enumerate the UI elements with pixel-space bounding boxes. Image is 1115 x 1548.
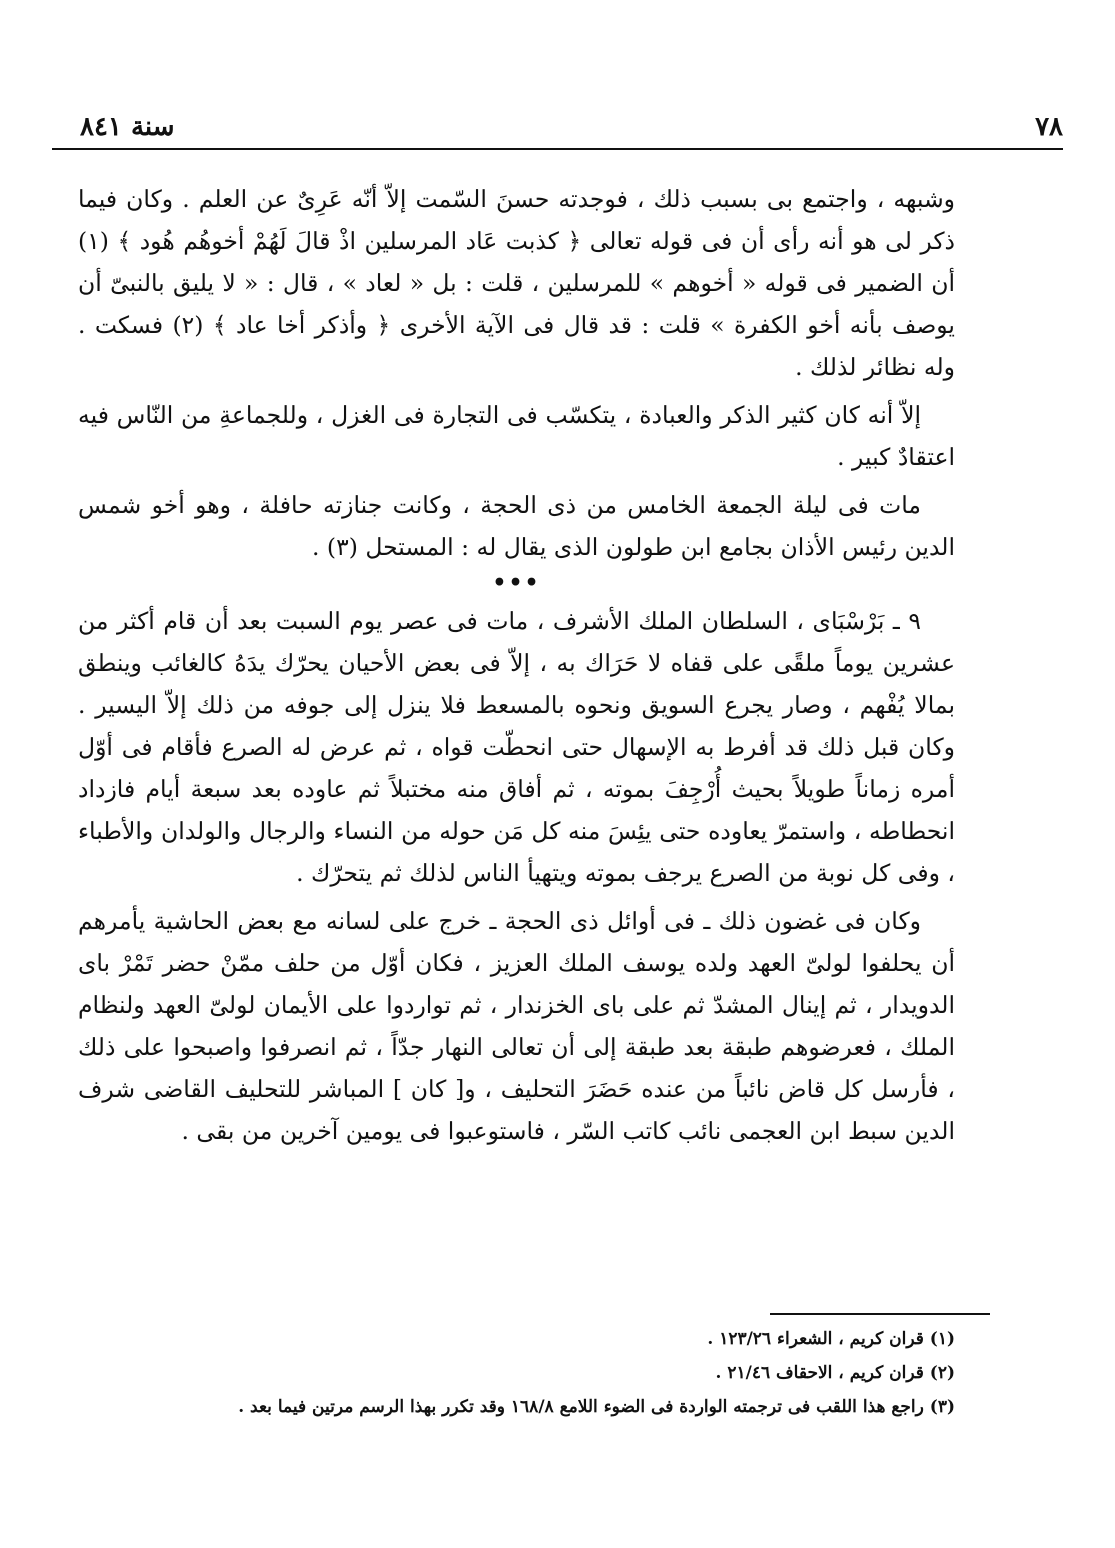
footnote-1: (١) قران كريم ، الشعراء ١٢٣/٢٦ .: [707, 1329, 955, 1349]
year-label: سنة ٨٤١: [80, 112, 175, 142]
paragraph-4: ٩ ـ بَرْسْبَاى ، السلطان الملك الأشرف ، مات فى عصر يوم السبت بعد أن قام أكثر من عشرين يوماً ملقًى على قفاه لا حَرَاك به ، إلاّ فى بعض الأحيان يحرّك يدَهُ كالغائب وينطق بمالا يُفْهم ، وصار يجرع السويق ونحوه بالمسعط فلا ينزل إلى جوفه من ذلك إلاّ اليسير . وكان قبل ذلك قد أفرط به الإسهال حتى انحطّت قواه ، ثم عرض له الصرع فأقام فى أوّل أمره زماناً طويلاً بحيث أُرْجِفَ بموته ، ثم أفاق منه مختبلاً ثم عاوده بعد سبعة أيام فازداد انحطاطه ، واستمرّ يعاوده حتى يئِسَ منه كل مَن حوله من النساء والرجال والولدان والأطباء ، وفى كل نوبة من الصرع يرجف بموته ويتهيأ الناس لذلك ثم يتحرّك .: [78, 607, 955, 887]
footnote-3: (٣) راجع هذا اللقب فى ترجمته الواردة فى الضوء اللامع ١٦٨/٨ وقد تكرر بهذا الرسم مرتين فيما بعد .: [238, 1397, 955, 1417]
main-text: [78, 178, 955, 1158]
paragraph-2: إلاّ أنه كان كثير الذكر والعبادة ، يتكسّب فى التجارة فى الغزل ، وللجماعةِ من النّاس فيه اعتقادٌ كبير .: [78, 401, 955, 471]
footnote-2: (٢) قران كريم ، الاحقاف ٢١/٤٦ .: [715, 1363, 955, 1383]
paragraph-1: وشبهه ، واجتمع بى بسبب ذلك ، فوجدته حسنَ السّمت إلاّ أنّه عَرِىٌ عن العلم . وكان فيما ذكر لى هو أنه رأى أن فى قوله تعالى ﴿ كذبت عَاد المرسلين اذْ قالَ لَهُمْ أخوهُم هُود ﴾ (١) أن الضمير فى قوله « أخوهم » للمرسلين ، قلت : بل « لعاد » ، قال : « لا يليق بالنبىّ أن يوصف بأنه أخو الكفرة » قلت : قد قال فى الآية الأخرى ﴿ وأذكر أخا عاد ﴾ (٢) فسكت . وله نظائر لذلك .: [78, 185, 955, 381]
paragraph-3: مات فى ليلة الجمعة الخامس من ذى الحجة ، وكانت جنازته حافلة ، وهو أخو شمس الدين رئيس الأذان بجامع ابن طولون الذى يقال له : المستحل (٣) .: [78, 491, 955, 561]
page-number: ٧٨: [1035, 112, 1063, 142]
footnotes: [80, 1322, 955, 1424]
section-separator: •••: [492, 570, 541, 596]
paragraph-5: وكان فى غضون ذلك ـ فى أوائل ذى الحجة ـ خرج على لسانه مع بعض الحاشية يأمرهم أن يحلفوا لولىّ العهد ولده يوسف الملك العزيز ، فكان أوّل من حلف ممّنْ حضر تَمْرْ باى الدويدار ، ثم إينال المشدّ ثم على باى الخزندار ، ثم تواردوا على الأيمان لولىّ العهد ولنظام الملك ، فعرضوهم طبقة بعد طبقة إلى أن تعالى النهار جدّاً ، ثم انصرفوا واصبحوا على ذلك ، فأرسل كل قاض نائباً من عنده حَضَرَ التحليف ، و[ كان ] المباشر للتحليف القاضى شرف الدين سبط ابن العجمى نائب كاتب السّر ، فاستوعبوا فى يومين آخرين من بقى .: [78, 907, 955, 1145]
footnote-divider: [770, 1313, 990, 1315]
running-header: [52, 108, 1063, 150]
